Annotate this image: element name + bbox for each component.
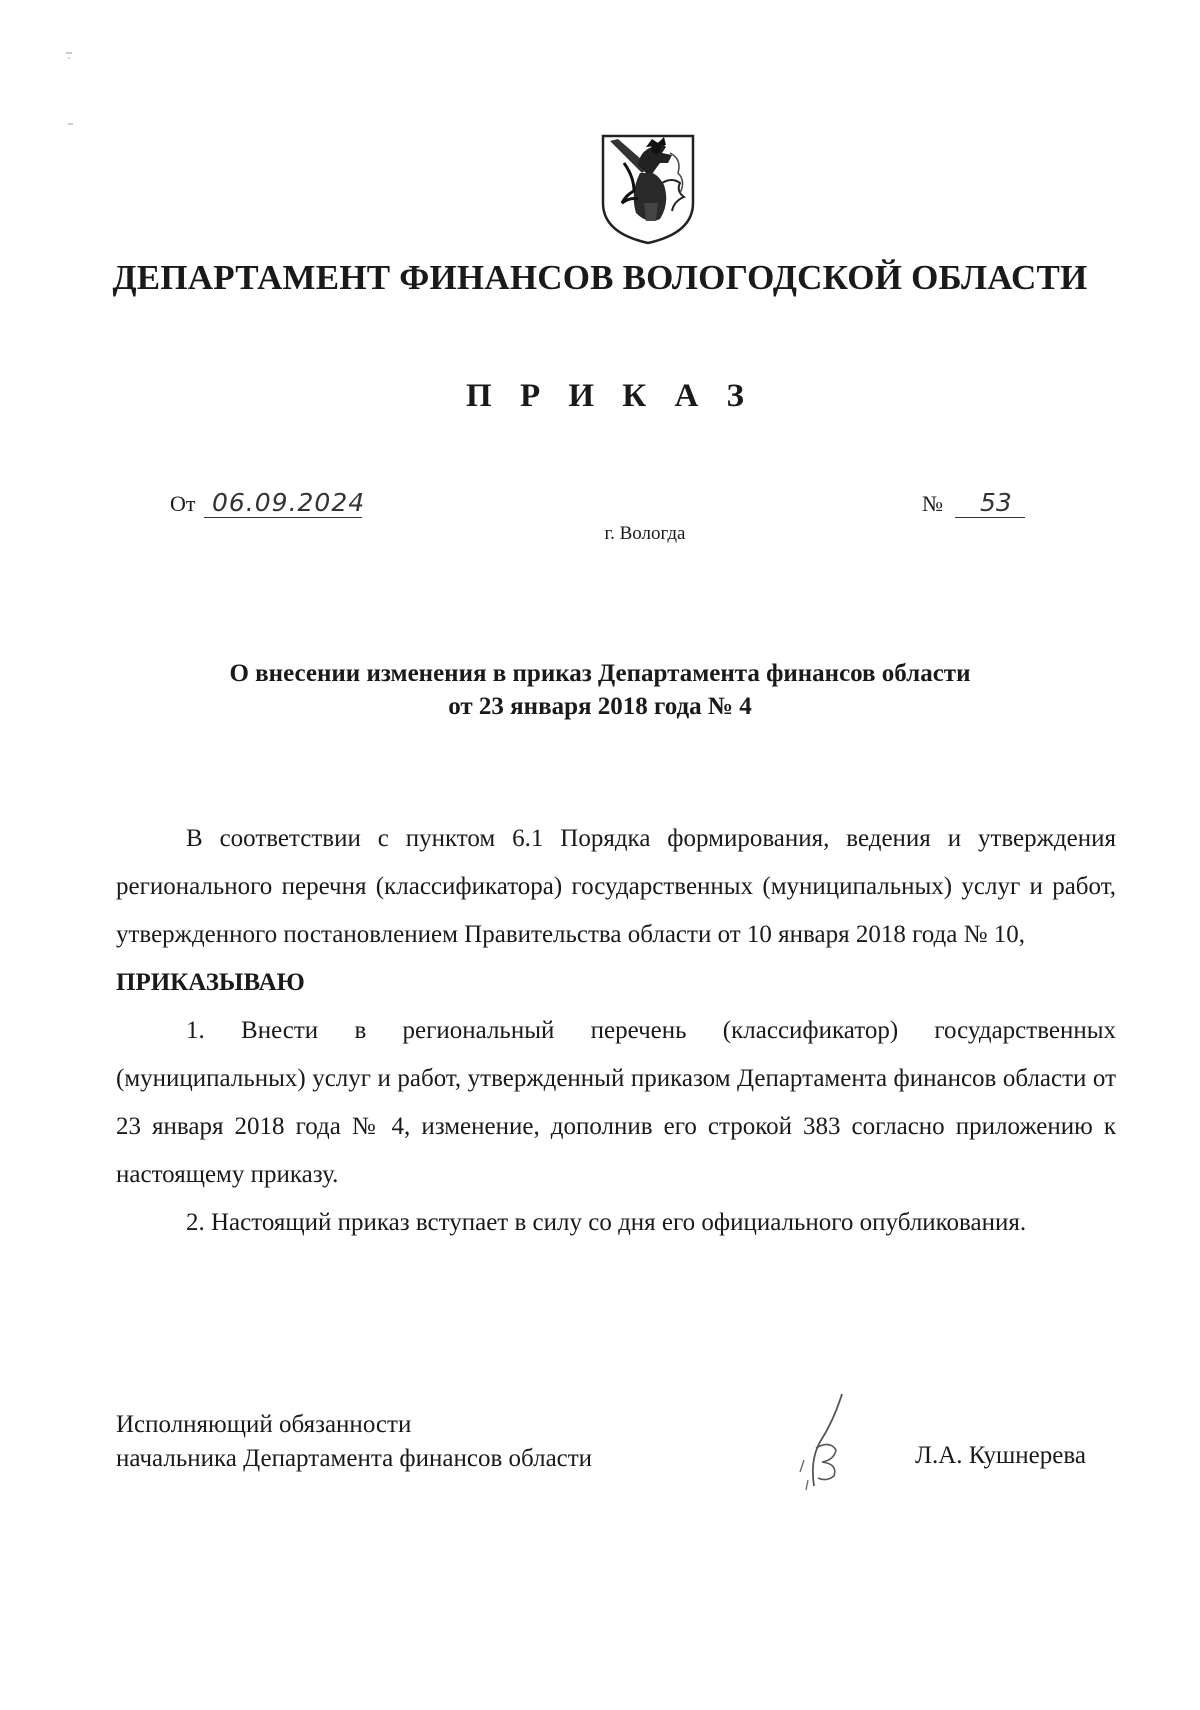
signatory-name: Л.А. Кушнерева (915, 1442, 1086, 1469)
position-line-2: начальника Департамента финансов области (116, 1445, 593, 1472)
number-label: № (922, 491, 943, 516)
scan-marks (62, 50, 82, 140)
date-label: От (170, 491, 196, 516)
coat-of-arms-icon (600, 133, 696, 245)
number-underline (955, 517, 1025, 518)
signature-icon (790, 1390, 870, 1500)
subject-line-2: от 23 января 2018 года № 4 (448, 693, 752, 720)
order-item-2: 2. Настоящий приказ вступает в силу со дня его официального опубликования. (186, 1209, 1027, 1236)
number-value: 53 (980, 488, 1012, 517)
date-underline (204, 517, 362, 518)
preamble-paragraph: В соответствии с пунктом 6.1 Порядка формирования, ведения и утверждения регионального перечня (классификатора) государственных (муниципальных) услуг и работ, утвержденного постановлением Правительства области от 10 января 2018 года № 10, (116, 825, 1116, 948)
order-body (116, 815, 1116, 1247)
date-value: 06.09.2024 (212, 488, 366, 517)
signatory-position (116, 1408, 592, 1476)
subject-line-1: О внесении изменения в приказ Департамента финансов области (229, 660, 971, 687)
order-item-1: 1. Внести в региональный перечень (классификатор) государственных (муниципальных) услуг и работ, утвержденный приказом Департамента финансов области от 23 января 2018 года № 4, изменение, дополнив его строкой 383 согласно приложению к настоящему приказу. (116, 1017, 1116, 1188)
document-type: П Р И К А З (466, 378, 754, 414)
department-title: ДЕПАРТАМЕНТ ФИНАНСОВ ВОЛОГОДСКОЙ ОБЛАСТИ (112, 258, 1088, 297)
city-label: г. Вологда (604, 523, 686, 544)
order-word: ПРИКАЗЫВАЮ (116, 969, 305, 996)
position-line-1: Исполняющий обязанности (116, 1411, 412, 1438)
order-subject (100, 657, 1100, 723)
